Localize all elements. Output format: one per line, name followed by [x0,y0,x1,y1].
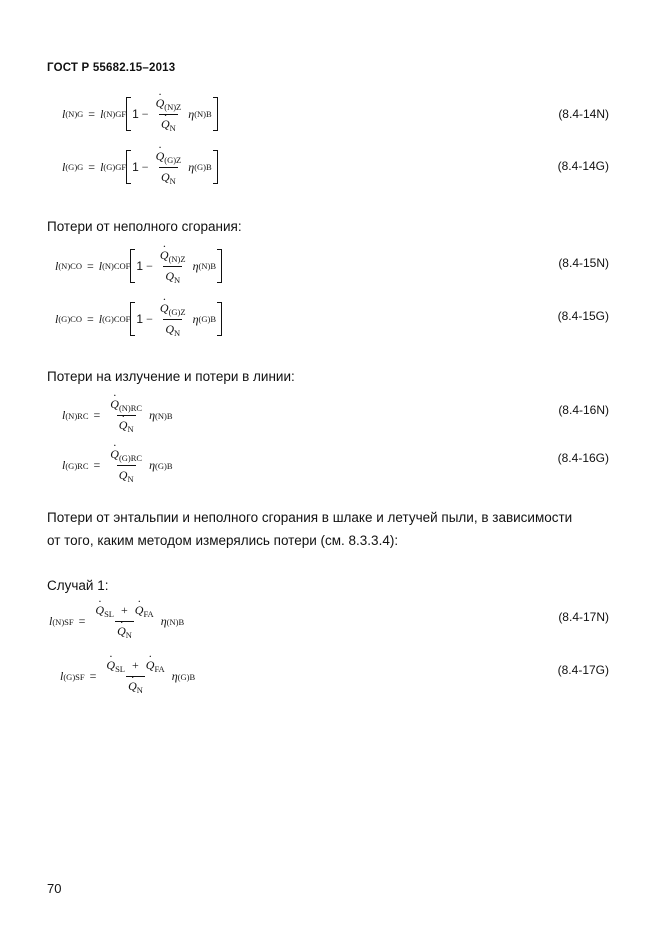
equation-8-4-17N [49,603,184,640]
subscript: SL [104,609,114,619]
subscript: (N)B [166,616,185,627]
one: 1 [132,107,139,121]
equation-8-4-17G [60,658,195,695]
bracket-group [126,150,218,184]
fraction [158,301,188,338]
equation-number: (8.4-16G) [557,451,609,465]
subscript: SL [115,664,125,674]
symbol-l: l [100,106,104,121]
subscript: N [173,327,181,338]
equation-number: (8.4-15G) [557,309,609,323]
equation-number: (8.4-14G) [557,159,609,173]
subscript: (G)B [177,671,196,682]
subscript: (G)COF [102,314,131,324]
subscript: (N)Z [164,101,182,112]
subscript: N [173,274,181,285]
subscript: (G)B [198,314,216,324]
plus-sign: + [131,658,139,672]
symbol-eta: η [149,458,156,472]
subscript: (G)B [155,460,173,471]
subscript: (G)Z [164,154,182,165]
fraction [154,96,184,133]
symbol-eta: η [188,159,195,174]
symbol-eta: η [160,614,167,628]
symbol-l: l [62,408,66,422]
symbol-q-dot: · Q [128,679,137,694]
fraction [104,658,166,695]
subscript: (G)SF [63,671,85,682]
subscript: (N)COF [102,261,131,271]
symbol-q-dot: · Q [156,149,165,164]
minus-sign: − [141,106,149,121]
symbol-l: l [62,159,66,174]
subscript: (G)B [194,162,212,172]
subscript: (G)RC [118,453,143,463]
bracket-group [126,97,218,131]
equation-number: (8.4-14N) [558,107,609,121]
subscript: (G)GF [103,162,127,172]
equals-sign: = [93,458,101,472]
subscript: (N)B [155,410,173,421]
subscript: N [169,122,176,133]
subscript: (N)G [65,109,84,119]
paragraph-enthalpy-line2: от того, каким методом измерялись потери (см. 8.3.3.4): [47,533,399,548]
paragraph-incomplete-combustion: Потери от неполного сгорания: [47,219,242,234]
symbol-eta: η [192,258,199,273]
symbol-q-dot: · Q [110,397,119,412]
subscript: N [125,630,132,640]
symbol-eta: η [149,408,156,422]
symbol-l: l [55,258,59,273]
subscript: (N)RC [65,410,89,421]
symbol-q-dot: · Q [160,248,169,263]
symbol-q-dot: · Q [156,96,165,111]
symbol-l: l [62,106,66,121]
equals-sign: = [86,258,94,273]
symbol-eta: η [188,106,195,121]
fraction [108,447,144,484]
fraction [108,397,144,434]
document-header: ГОСТ Р 55682.15–2013 [47,62,176,74]
subscript: N [169,175,176,186]
minus-sign: − [146,311,153,326]
subscript: (N)CO [58,261,82,271]
equation-8-4-16N [62,397,173,434]
symbol-eta: η [171,669,178,683]
equation-number: (8.4-15N) [558,256,609,270]
subscript: (G)RC [65,460,89,471]
subscript: (N)SF [52,616,74,627]
subscript: N [127,474,134,484]
equation-8-4-14G [62,150,218,184]
bracket-group [130,302,222,336]
equals-sign: = [89,669,97,683]
subscript: N [136,685,143,695]
symbol-q-dot: · Q [119,418,128,433]
fraction [154,149,184,186]
subscript: N [127,424,134,434]
equation-number: (8.4-17N) [558,610,609,624]
symbol-q-dot: · Q [146,658,155,673]
equation-number: (8.4-17G) [557,663,609,677]
one: 1 [136,259,144,273]
symbol-q-dot: · Q [117,624,126,639]
equals-sign: = [86,311,94,326]
subscript: (G)G [65,162,84,172]
fraction [158,248,188,285]
symbol-q: Q [118,468,128,482]
bracket-group [130,249,222,283]
symbol-q: Q [165,268,174,283]
plus-sign: + [120,603,128,617]
equation-8-4-16G [62,447,173,484]
minus-sign: − [141,159,149,174]
subscript: (N)Z [168,253,186,264]
symbol-l: l [55,311,59,326]
symbol-l: l [62,458,66,472]
paragraph-case-1: Случай 1: [47,578,109,593]
paragraph-radiation-losses: Потери на излучение и потери в линии: [47,369,295,384]
symbol-q-dot: · Q [160,301,169,316]
equals-sign: = [88,106,96,121]
symbol-q: Q [165,321,174,336]
symbol-q-dot: · Q [161,117,170,132]
symbol-l: l [98,258,103,273]
subscript: (G)Z [168,306,186,317]
one: 1 [132,160,139,174]
symbol-q-dot: · Q [95,603,104,618]
symbol-q: Q [160,169,170,184]
symbol-l: l [60,669,64,683]
symbol-q-dot: · Q [110,447,119,462]
equation-number: (8.4-16N) [558,403,609,417]
symbol-l: l [100,159,104,174]
equation-8-4-15N [55,249,222,283]
subscript: (N)RC [118,403,143,413]
subscript: FA [154,664,165,674]
subscript: FA [143,609,154,619]
subscript: (N)B [198,261,216,271]
symbol-q-dot: · Q [106,658,115,673]
symbol-l: l [98,311,103,326]
symbol-q-dot: · Q [135,603,144,618]
equation-8-4-14N [62,97,218,131]
subscript: (N)B [194,109,212,119]
paragraph-enthalpy-line1: Потери от энтальпии и неполного сгорания в шлаке и летучей пыли, в зависимости [47,510,573,525]
subscript: (N)GF [103,109,127,119]
equals-sign: = [88,159,96,174]
equals-sign: = [78,614,86,628]
one: 1 [136,312,144,326]
page-number: 70 [47,881,62,896]
minus-sign: − [146,258,153,273]
equation-8-4-15G [55,302,222,336]
symbol-eta: η [192,311,199,326]
fraction [93,603,155,640]
symbol-l: l [49,614,53,628]
subscript: (G)CO [58,314,82,324]
equals-sign: = [93,408,101,422]
